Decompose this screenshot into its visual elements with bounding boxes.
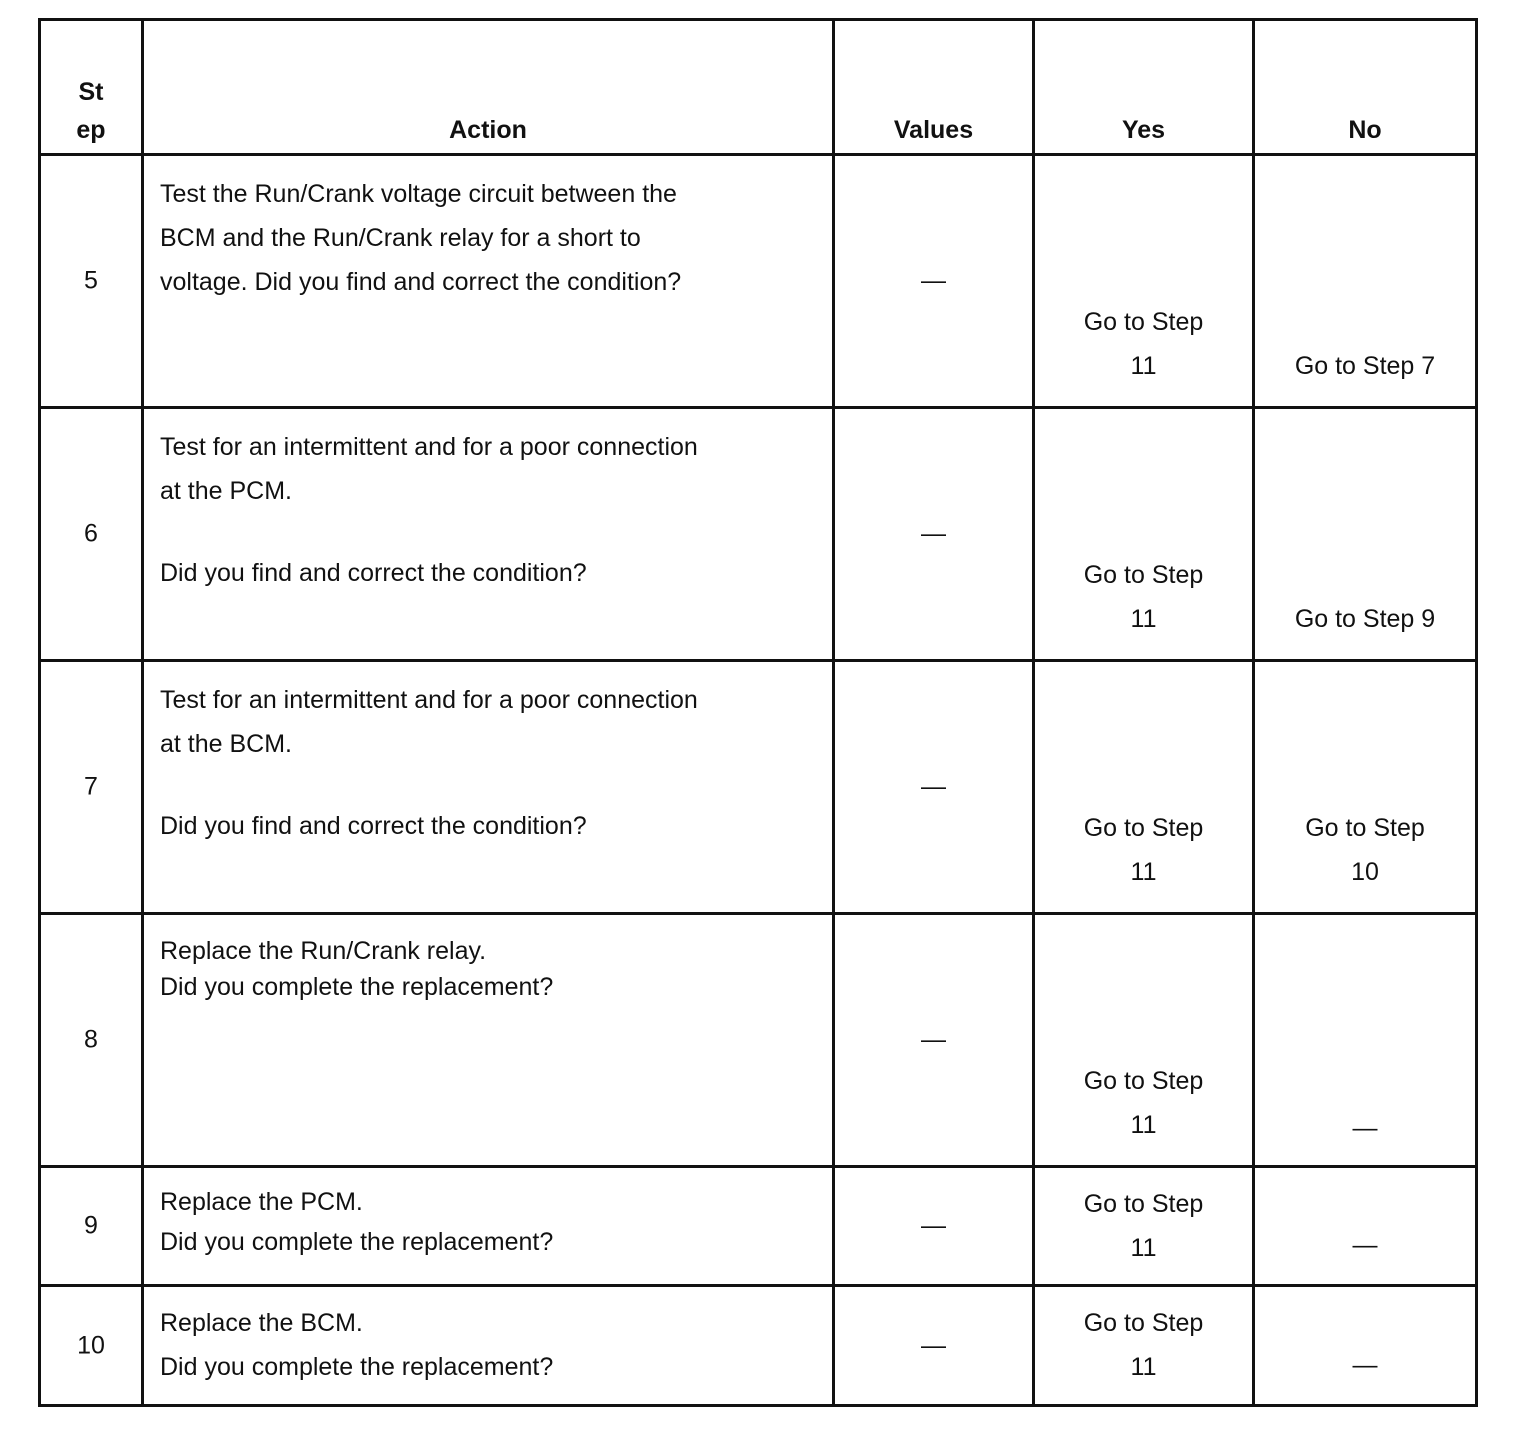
header-row [40, 20, 1477, 155]
header-no [1254, 20, 1477, 155]
step-number: 5 [84, 266, 98, 295]
action-line: Did you find and correct the condition? [160, 812, 587, 840]
yes-goto-line2: 11 [1130, 1353, 1157, 1381]
table-row [40, 155, 1477, 408]
values-cell [834, 661, 1034, 914]
action-line: Test for an intermittent and for a poor connection [160, 686, 698, 714]
no-goto-line2: 10 [1351, 858, 1379, 886]
header-action-label: Action [449, 116, 527, 144]
yes-cell [1034, 661, 1254, 914]
header-yes-label: Yes [1121, 116, 1166, 144]
no-cell [1254, 914, 1477, 1167]
action-line: at the PCM. [160, 477, 292, 505]
action-line: Test the Run/Crank voltage circuit between the [160, 180, 677, 208]
header-step-line1: St [78, 78, 104, 106]
values-cell [834, 408, 1034, 661]
action-line: Did you complete the replacement? [160, 1353, 554, 1381]
header-values-label: Values [893, 116, 974, 144]
values-dash: — [921, 266, 946, 295]
yes-goto-line1: Go to Step [1083, 561, 1204, 589]
yes-goto-line2: 11 [1130, 1111, 1157, 1139]
action-line: Did you find and correct the condition? [160, 559, 587, 587]
action-line: Replace the BCM. [160, 1309, 363, 1337]
no-dash: — [1352, 1351, 1378, 1379]
step-cell [40, 408, 143, 661]
action-line: at the BCM. [160, 730, 292, 758]
action-cell [143, 408, 834, 661]
action-line: BCM and the Run/Crank relay for a short to [160, 224, 641, 252]
table-row [40, 914, 1477, 1167]
yes-goto-line2: 11 [1130, 605, 1157, 633]
no-cell [1254, 1286, 1477, 1406]
yes-goto-line1: Go to Step [1083, 1190, 1204, 1218]
action-line: Replace the PCM. [160, 1188, 363, 1216]
table-row [40, 1167, 1477, 1286]
header-step [40, 20, 143, 155]
yes-cell [1034, 1286, 1254, 1406]
action-cell [143, 661, 834, 914]
yes-cell [1034, 408, 1254, 661]
header-action [143, 20, 834, 155]
header-yes [1034, 20, 1254, 155]
action-cell [143, 155, 834, 408]
no-cell [1254, 155, 1477, 408]
action-cell [143, 1167, 834, 1286]
values-dash: — [921, 772, 946, 801]
yes-cell [1034, 155, 1254, 408]
values-cell [834, 1286, 1034, 1406]
no-goto-line1: Go to Step 9 [1294, 605, 1436, 633]
yes-cell [1034, 1167, 1254, 1286]
no-goto-line1: Go to Step 7 [1294, 352, 1436, 380]
values-cell [834, 155, 1034, 408]
yes-goto-line1: Go to Step [1083, 308, 1204, 336]
step-cell [40, 1286, 143, 1406]
step-number: 10 [77, 1331, 105, 1359]
yes-cell [1034, 914, 1254, 1167]
step-number: 6 [84, 519, 98, 548]
step-number: 7 [84, 772, 98, 801]
values-dash: — [921, 1331, 946, 1359]
header-values [834, 20, 1034, 155]
action-line: Did you complete the replacement? [160, 1228, 554, 1256]
step-cell [40, 914, 143, 1167]
no-dash: — [1352, 1231, 1378, 1259]
action-cell [143, 914, 834, 1167]
action-line: Test for an intermittent and for a poor connection [160, 433, 698, 461]
table-row [40, 408, 1477, 661]
header-step-line2: ep [76, 116, 106, 144]
diagnostic-steps-table [38, 18, 1478, 1407]
action-cell [143, 1286, 834, 1406]
header-no-label: No [1348, 116, 1382, 144]
action-line: voltage. Did you find and correct the condition? [160, 268, 682, 296]
step-cell [40, 1167, 143, 1286]
step-cell [40, 155, 143, 408]
values-cell [834, 1167, 1034, 1286]
yes-goto-line2: 11 [1130, 858, 1157, 886]
values-cell [834, 914, 1034, 1167]
yes-goto-line1: Go to Step [1083, 814, 1204, 842]
values-dash: — [921, 1211, 946, 1240]
no-cell [1254, 661, 1477, 914]
values-dash: — [921, 519, 946, 548]
yes-goto-line2: 11 [1130, 1234, 1157, 1262]
no-cell [1254, 408, 1477, 661]
yes-goto-line1: Go to Step [1083, 1309, 1204, 1337]
values-dash: — [921, 1025, 946, 1054]
action-line: Did you complete the replacement? [160, 973, 554, 1001]
step-cell [40, 661, 143, 914]
no-dash: — [1352, 1114, 1378, 1142]
yes-goto-line2: 11 [1130, 352, 1157, 380]
no-goto-line1: Go to Step [1305, 814, 1425, 842]
table-row [40, 1286, 1477, 1406]
no-cell [1254, 1167, 1477, 1286]
step-number: 9 [84, 1211, 98, 1240]
table-row [40, 661, 1477, 914]
yes-goto-line1: Go to Step [1083, 1067, 1204, 1095]
step-number: 8 [84, 1025, 98, 1054]
action-line: Replace the Run/Crank relay. [160, 937, 487, 965]
